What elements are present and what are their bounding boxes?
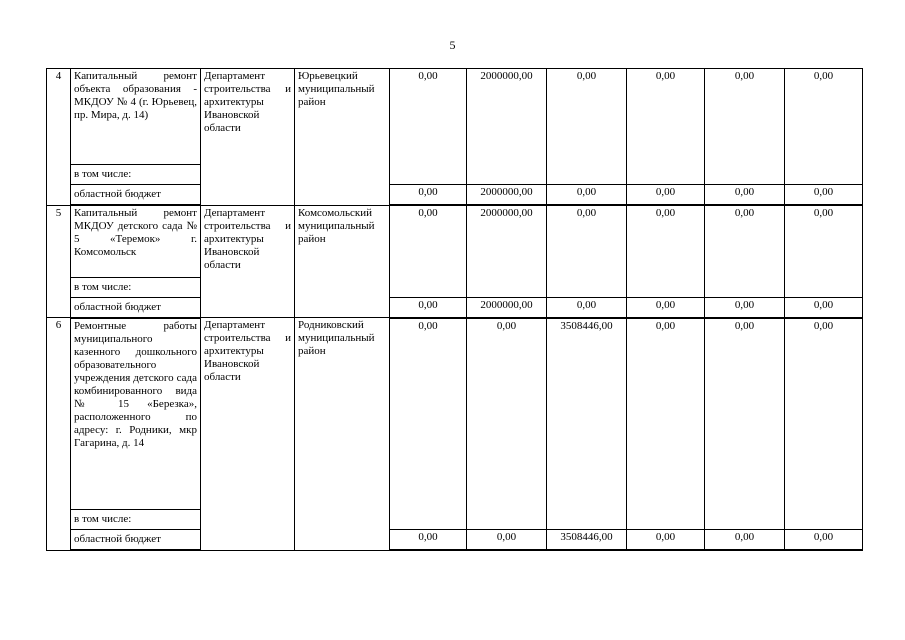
- amount-cell: 0,00: [547, 205, 627, 297]
- amount-cell: 0,00: [627, 205, 705, 297]
- budget-amount-cell: 2000000,00: [467, 297, 547, 318]
- department: Департамент строительства и архитектуры Ивановской области: [201, 205, 295, 318]
- amount-cell: 0,00: [627, 69, 705, 185]
- amount-cell: 0,00: [705, 69, 785, 185]
- amount-cell: 0,00: [627, 318, 705, 530]
- budget-label: областной бюджет: [71, 530, 201, 551]
- amount-cell: 0,00: [705, 318, 785, 530]
- amount-cell: 0,00: [390, 205, 467, 297]
- table-row: [47, 297, 863, 318]
- district: Юрьевецкий муниципальный район: [295, 69, 390, 206]
- district: Родниковский муниципальный район: [295, 318, 390, 551]
- budget-table: [46, 68, 863, 551]
- amount-cell: 0,00: [705, 205, 785, 297]
- table-row: [47, 318, 863, 510]
- budget-amount-cell: 0,00: [705, 530, 785, 551]
- budget-amount-cell: 0,00: [627, 530, 705, 551]
- amount-cell: 0,00: [547, 69, 627, 185]
- amount-cell: 2000000,00: [467, 205, 547, 297]
- table-row: [47, 69, 863, 165]
- budget-amount-cell: 2000000,00: [467, 185, 547, 206]
- budget-amount-cell: 0,00: [627, 185, 705, 206]
- table-row: [47, 185, 863, 206]
- page-number: 5: [449, 38, 456, 52]
- row-number: 6: [47, 318, 71, 551]
- budget-amount-cell: 0,00: [390, 185, 467, 206]
- budget-amount-cell: 0,00: [785, 185, 863, 206]
- amount-cell: 0,00: [390, 318, 467, 530]
- including-label: в том числе:: [71, 510, 201, 530]
- department: Департамент строительства и архитектуры Ивановской области: [201, 69, 295, 206]
- budget-amount-cell: 0,00: [705, 297, 785, 318]
- table-row: [47, 530, 863, 551]
- budget-amount-cell: 3508446,00: [547, 530, 627, 551]
- budget-label: областной бюджет: [71, 185, 201, 206]
- budget-amount-cell: 0,00: [627, 297, 705, 318]
- budget-amount-cell: 0,00: [547, 185, 627, 206]
- amount-cell: 3508446,00: [547, 318, 627, 530]
- amount-cell: 0,00: [785, 69, 863, 185]
- amount-cell: 0,00: [467, 318, 547, 530]
- table-row: [47, 205, 863, 277]
- district: Комсомольский муниципальный район: [295, 205, 390, 318]
- budget-amount-cell: 0,00: [390, 297, 467, 318]
- amount-cell: 0,00: [390, 69, 467, 185]
- row-number: 4: [47, 69, 71, 206]
- including-label: в том числе:: [71, 277, 201, 297]
- including-label: в том числе:: [71, 165, 201, 185]
- budget-amount-cell: 0,00: [467, 530, 547, 551]
- budget-amount-cell: 0,00: [785, 297, 863, 318]
- object-name: Ремонтные работы муниципального казенного дошкольного образовательного учреждения детского сада комбинированного вида № 15 «Березка», расположенного по адресу: г. Родники, мкр Гагарина, д. 14: [71, 318, 201, 510]
- budget-label: областной бюджет: [71, 297, 201, 318]
- budget-amount-cell: 0,00: [785, 530, 863, 551]
- department: Департамент строительства и архитектуры Ивановской области: [201, 318, 295, 551]
- budget-amount-cell: 0,00: [390, 530, 467, 551]
- amount-cell: 2000000,00: [467, 69, 547, 185]
- budget-amount-cell: 0,00: [547, 297, 627, 318]
- amount-cell: 0,00: [785, 318, 863, 530]
- row-number: 5: [47, 205, 71, 318]
- budget-amount-cell: 0,00: [705, 185, 785, 206]
- object-name: Капитальный ремонт МКДОУ детского сада № 5 «Теремок» г. Комсомольск: [71, 205, 201, 277]
- object-name: Капитальный ремонт объекта образования - МКДОУ № 4 (г. Юрьевец, пр. Мира, д. 14): [71, 69, 201, 165]
- amount-cell: 0,00: [785, 205, 863, 297]
